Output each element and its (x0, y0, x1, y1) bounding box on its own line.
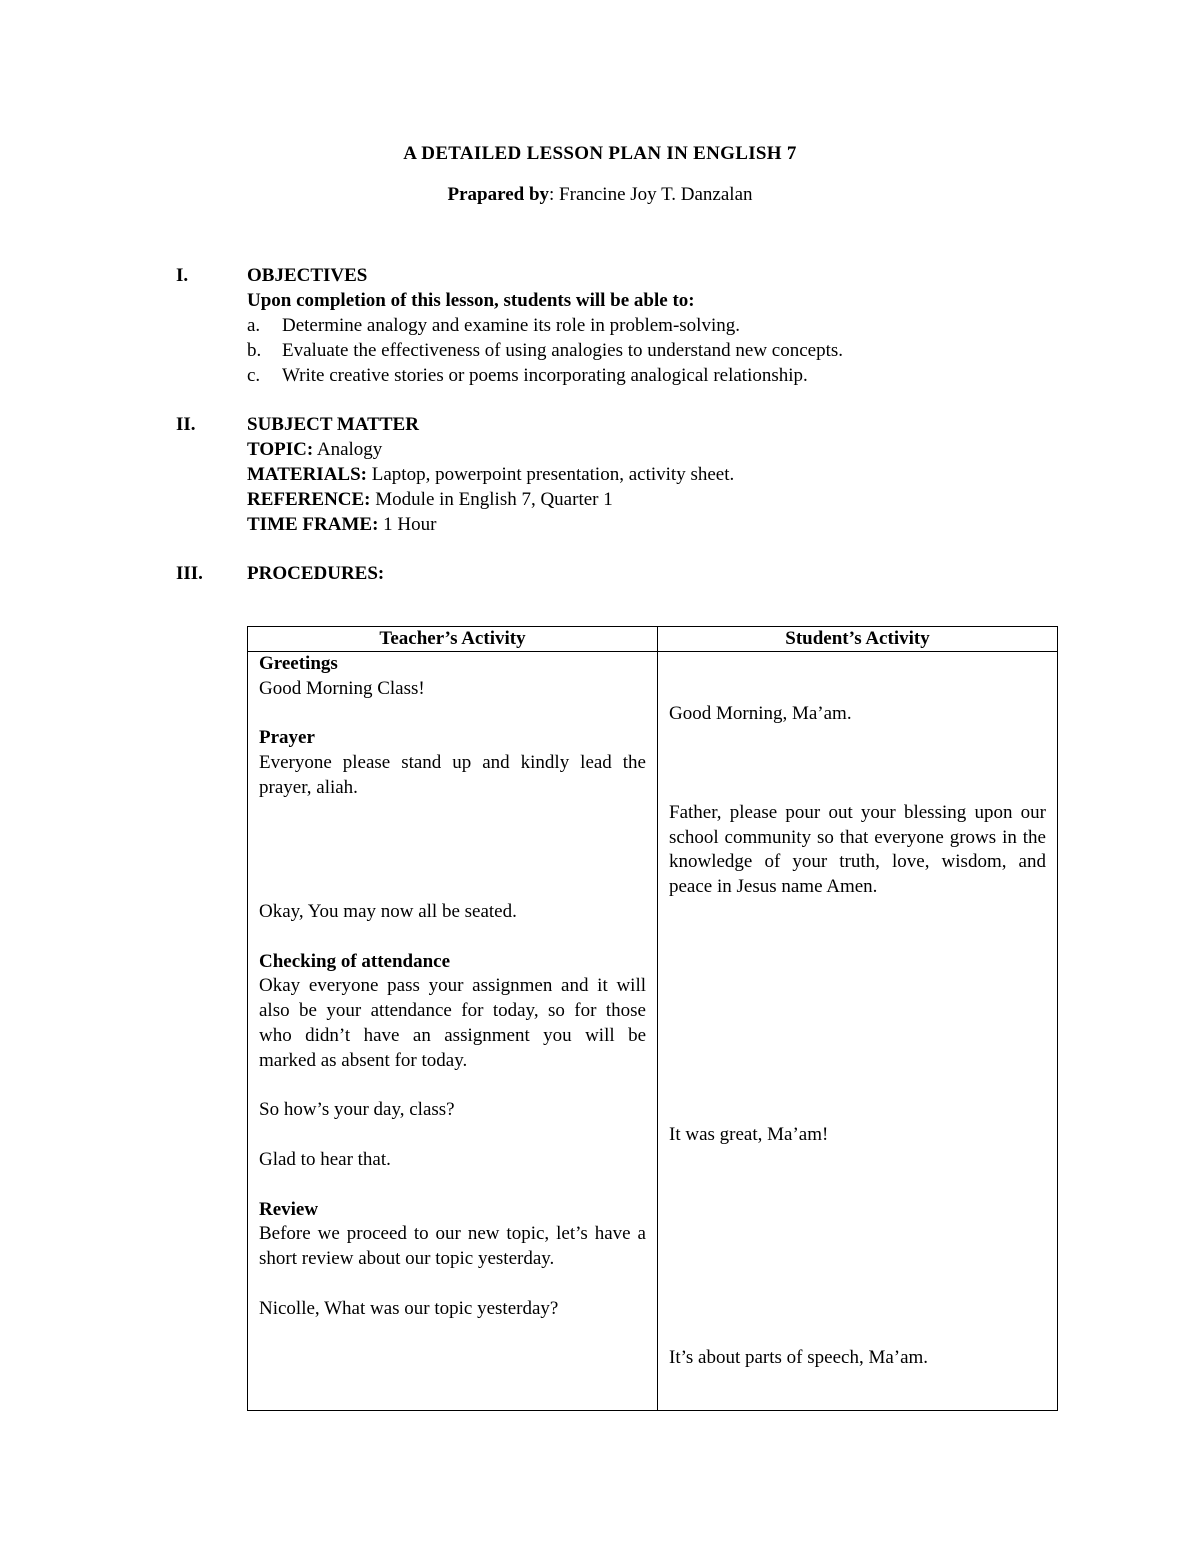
time-frame-value: 1 Hour (383, 514, 437, 535)
attendance-text: Okay everyone pass your assignmen and it will also be your attendance for today, so for those who didn’t have an assignment you will be marked as absent for today. (259, 975, 646, 1071)
reference-value: Module in English 7, Quarter 1 (375, 489, 613, 510)
reference-label: REFERENCE: (247, 489, 371, 510)
prepared-by-name: Francine Joy T. Danzalan (559, 184, 753, 205)
greeting-reply: Good Morning, Ma’am. (669, 702, 852, 724)
column-header-student: Student’s Activity (658, 627, 1058, 652)
topic-reply: It’s about parts of speech, Ma’am. (669, 1347, 929, 1369)
section-heading: PROCEDURES: (247, 563, 385, 584)
attendance-title: Checking of attendance (259, 950, 451, 972)
materials-label: MATERIALS: (247, 464, 367, 485)
list-item-text: Write creative stories or poems incorporating analogical relationship. (282, 365, 808, 386)
objectives-intro: Upon completion of this lesson, students will be able to: (247, 290, 695, 311)
prayer-reply: Father, please pour out your blessing upon our school community so that everyone grows in the knowledge of your truth, love, wisdom, and peace in Jesus name Amen. (669, 801, 1046, 898)
prepared-by-colon: : (549, 184, 555, 205)
section-number: I. (176, 265, 189, 286)
section-heading: OBJECTIVES (247, 265, 368, 286)
table-row (248, 652, 1058, 1411)
review-title: Review (259, 1198, 319, 1220)
prayer-title: Prayer (259, 727, 315, 749)
reference-line (247, 487, 1067, 512)
section-number: II. (176, 414, 196, 435)
list-marker: c. (247, 365, 261, 386)
review-text: Before we proceed to our new topic, let’s have a short review about our topic yesterday. (259, 1223, 646, 1270)
column-header-teacher: Teacher’s Activity (248, 627, 658, 652)
materials-value: Laptop, powerpoint presentation, activity sheet. (371, 464, 735, 485)
materials-line (247, 462, 1067, 487)
section-heading: SUBJECT MATTER (247, 414, 419, 435)
prayer-text: Everyone please stand up and kindly lead the prayer, aliah. (259, 752, 646, 798)
day-question: So how’s your day, class? (259, 1099, 455, 1121)
topic-label: TOPIC: (247, 439, 314, 460)
nicolle-question: Nicolle, What was our topic yesterday? (259, 1297, 559, 1319)
student-activity-cell (658, 652, 1058, 1411)
seated-text: Okay, You may now all be seated. (259, 900, 517, 922)
glad-text: Glad to hear that. (259, 1148, 391, 1170)
time-frame-line (247, 512, 1067, 537)
time-frame-label: TIME FRAME: (247, 514, 379, 535)
document-title: A DETAILED LESSON PLAN IN ENGLISH 7 (403, 143, 797, 164)
section-number: III. (176, 563, 203, 584)
prepared-by-line (0, 184, 1200, 206)
greetings-text: Good Morning Class! (259, 677, 425, 699)
list-item (247, 338, 1067, 363)
procedures-table (247, 626, 1058, 1411)
table-header-row (248, 627, 1058, 652)
greetings-title: Greetings (259, 653, 338, 674)
teacher-activity-cell (248, 652, 658, 1411)
day-reply: It was great, Ma’am! (669, 1124, 829, 1146)
topic-value: Analogy (316, 439, 383, 460)
list-item-text: Evaluate the effectiveness of using analogies to understand new concepts. (282, 340, 844, 361)
topic-line (247, 437, 1067, 462)
list-marker: b. (247, 340, 262, 361)
objectives-list (247, 313, 1067, 388)
list-item (247, 363, 1067, 388)
list-item-text: Determine analogy and examine its role in problem-solving. (282, 315, 740, 336)
list-item (247, 313, 1067, 338)
list-marker: a. (247, 315, 261, 336)
prepared-by-label: Prapared by (447, 184, 550, 205)
